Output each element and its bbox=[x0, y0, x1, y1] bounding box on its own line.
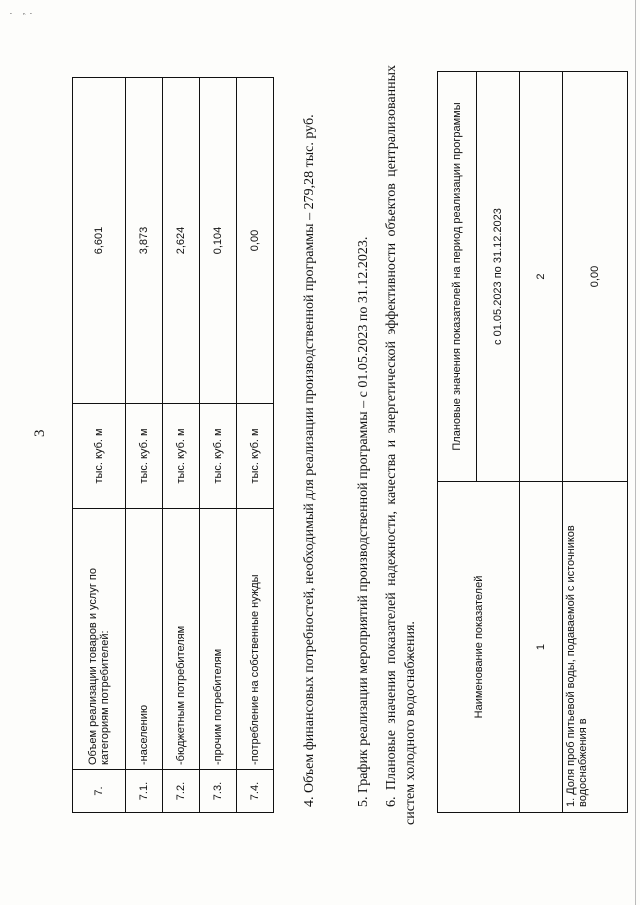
row-number: 7.1. bbox=[126, 770, 163, 813]
planned-values-header: Плановые значения показателей на период реализации программы bbox=[438, 72, 477, 482]
column-number: 1 bbox=[520, 482, 563, 813]
row-unit: тыс. куб. м bbox=[200, 404, 237, 509]
row-name: Объем реализации товаров и услуг по категориям потребителей: bbox=[73, 509, 126, 770]
row-value: 0,104 bbox=[200, 78, 237, 404]
section-5-text: 5. График реализации мероприятий производственной программы – с 01.05.2023 по 31.12.2023. bbox=[356, 236, 371, 807]
row-number: 7.3. bbox=[200, 770, 237, 813]
table-row bbox=[126, 78, 163, 813]
row-number: 7. bbox=[73, 770, 126, 813]
row-unit: тыс. куб. м bbox=[126, 404, 163, 509]
indicators-table bbox=[437, 71, 628, 813]
row-unit: тыс. куб. м bbox=[163, 404, 200, 509]
row-value: 2,624 bbox=[163, 78, 200, 404]
indicator-name-header: Наименование показателей bbox=[438, 482, 520, 813]
table-row bbox=[200, 78, 237, 813]
page-number: 3 bbox=[32, 429, 48, 437]
indicator-name: 1. Доля проб питьевой воды, подаваемой с источников водоснабжения в bbox=[563, 482, 628, 813]
row-unit: тыс. куб. м bbox=[73, 404, 126, 509]
table-row bbox=[163, 78, 200, 813]
column-number-row bbox=[520, 72, 563, 813]
scan-specks: · , · bbox=[6, 9, 36, 15]
column-number: 2 bbox=[520, 72, 563, 482]
row-unit: тыс. куб. м bbox=[237, 404, 274, 509]
row-value: 3,873 bbox=[126, 78, 163, 404]
section-6-text: 6. Плановые значения показателей надежности, качества и энергетической эффективности объектов централизованных систем холодного водоснабжения. bbox=[384, 65, 418, 825]
section-4-text: 4. Объем финансовых потребностей, необходимый для реализации производственной программы – 279,28 тыс. руб. bbox=[302, 114, 317, 807]
table-row bbox=[237, 78, 274, 813]
table-row bbox=[73, 78, 126, 813]
table-row bbox=[563, 72, 628, 813]
row-name: -прочим потребителям bbox=[200, 509, 237, 770]
indicator-value: 0,00 bbox=[563, 72, 628, 482]
row-name: -бюджетным потребителям bbox=[163, 509, 200, 770]
row-number: 7.4. bbox=[237, 770, 274, 813]
row-value: 0,00 bbox=[237, 78, 274, 404]
row-name: -потребление на собственные нужды bbox=[237, 509, 274, 770]
row-number: 7.2. bbox=[163, 770, 200, 813]
period-header: с 01.05.2023 по 31.12.2023 bbox=[477, 72, 520, 482]
row-value: 6,601 bbox=[73, 78, 126, 404]
row-name: -населению bbox=[126, 509, 163, 770]
table-header-row bbox=[438, 72, 477, 813]
sales-volume-table bbox=[72, 77, 274, 813]
